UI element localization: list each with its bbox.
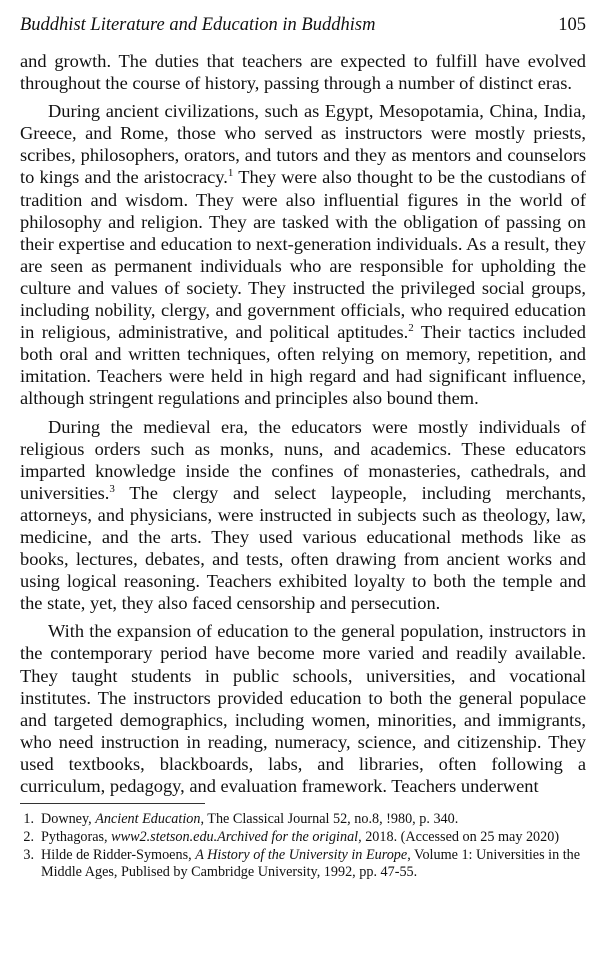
footnote-item [20,829,586,847]
footnote-ref-1: 1 [227,167,234,180]
footnote-source-title: A History of the University in Europe [195,846,408,863]
footnote-item [20,811,586,829]
footnote-ref-3: 3 [109,482,115,495]
footnote-author: Hilde de Ridder-Symoens, [41,846,196,863]
paragraph-text: The clergy and select laypeople, including merchants, attorneys, and physicians, were instructed in subjects such as theology, law, medicine, and the arts. They used various educational methods like as books, lectures, debates, and tests, often drawing from ancient works and using logical reasoning. Teachers exhibited loyalty to both the temple and the state, yet, they also faced censorship and persecution. [20,482,586,614]
running-header [20,14,586,50]
footnote-number: 3. [23,846,34,863]
footnote-text [41,847,586,883]
footnote-source-title: Ancient Education [95,811,201,828]
book-page [20,14,586,882]
paragraph-medieval [20,416,586,615]
paragraph-text: Their tactics included both oral and written techniques, often relying on memory, repetition, and imitation. Teachers were held in high regard and had significant influence, although stringent regulations and principles also bound them. [20,322,586,409]
paragraph-text: They were also thought to be the custodians of tradition and wisdom. They were also influential figures in the world of philosophy and religion. They are tasked with the obligation of passing on their expertise and education to next-generation individuals. As a result, they are seen as permanent individuals who are responsible for upholding the culture and values of society. They instructed the privileged social groups, including nobility, clergy, and government officials, who required education in religious, administrative, and political aptitudes. [20,167,586,343]
footnote-author: Downey, [41,811,96,828]
footnote-divider [20,803,205,804]
footnote-details: 2018. (Accessed on 25 may 2020) [361,828,560,845]
paragraph-contemporary: With the expansion of education to the general population, instructors in the contemporary period have become more varied and readily available. They taught students in public schools, universities, and vocational institutes. The instructors provided education to both the general populace and targeted demographics, including women, minorities, and immigrants, who need instruction in reading, numeracy, science, and citizenship. They used textbooks, blackboards, labs, and libraries, often following a curriculum, pedagogy, and evaluation framework. Teachers underwent [20,621,586,796]
body-text [20,50,586,797]
page-number: 105 [558,15,586,35]
footnote-text [41,829,586,847]
footnote-text [41,811,586,829]
footnotes [20,811,586,882]
paragraph-ancient [20,100,586,409]
running-title: Buddhist Literature and Education in Buddhism [20,15,376,35]
footnote-details: , Volume 1: Universities in the Middle Ages, Publised by Cambridge University, 1992, pp. 47-55. [41,846,581,881]
paragraph-text: During ancient civilizations, such as Egypt, Mesopotamia, China, India, Greece, and Rome, those who served as instructors were mostly priests, scribes, philosophers, orators, and tutors and they as mentors and counselors to kings and the aristocracy. [20,101,586,188]
footnote-author: Pythagoras, [41,828,112,845]
footnote-item [20,847,586,883]
footnote-details: , The Classical Journal 52, no.8, !980, p. 340. [200,811,459,828]
paragraph-continuation: and growth. The duties that teachers are expected to fulfill have evolved throughout the course of history, passing through a number of distinct eras. [20,51,586,94]
footnote-source-title: www2.stetson.edu.Archived for the original, [111,828,362,845]
footnote-ref-2: 2 [408,322,414,334]
footnote-number: 2. [23,828,34,845]
paragraph-text: During the medieval era, the educators were mostly individuals of religious orders such as monks, nuns, and academics. These educators imparted knowledge inside the confines of monasteries, cathedrals, and universities. [20,416,586,503]
footnote-number: 1. [23,811,34,828]
